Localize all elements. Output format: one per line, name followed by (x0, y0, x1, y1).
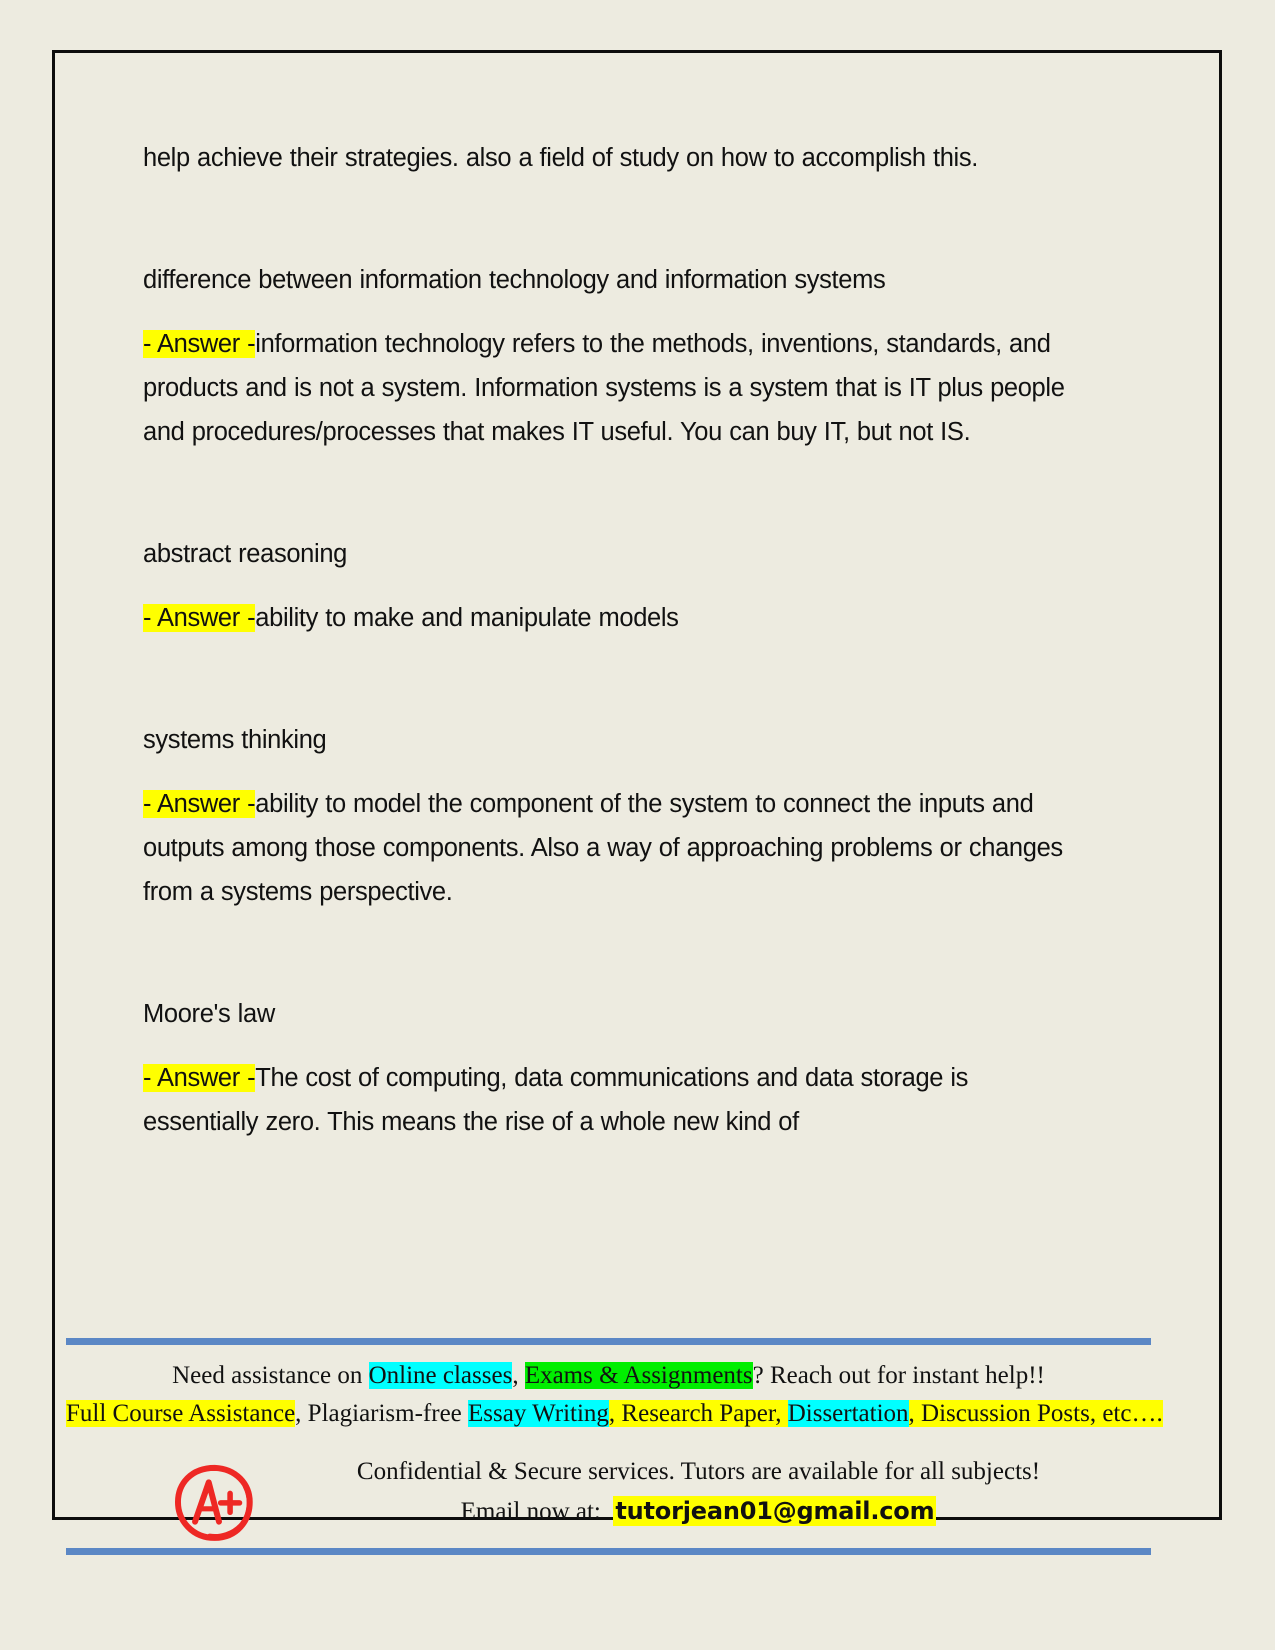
footer-contact-block (66, 1453, 1151, 1558)
promo-research-paper: , Research Paper, (608, 1400, 788, 1427)
paragraph-spacer (143, 640, 1068, 718)
answer-label-2: - Answer - (143, 604, 256, 632)
answer-paragraph-3 (143, 782, 1068, 914)
paragraph-spacer (143, 454, 1068, 532)
footer-divider-bottom (66, 1548, 1151, 1555)
footer-divider-top (66, 1338, 1151, 1345)
promo-line-1 (66, 1345, 1151, 1393)
promo-plagiarism-free: , Plagiarism-free (295, 1400, 469, 1427)
promo-line-2 (66, 1393, 1163, 1431)
answer-text-2: ability to make and manipulate models (255, 604, 679, 632)
footer-text-column (246, 1453, 1151, 1532)
answer-label-4: - Answer - (143, 1064, 256, 1092)
promo-dissertation: Dissertation (787, 1400, 909, 1427)
promo-discussion-posts: , Discussion Posts, etc…. (908, 1400, 1163, 1427)
a-plus-logo-icon (170, 1461, 256, 1543)
page-footer (66, 1338, 1163, 1558)
answer-label-3: - Answer - (143, 790, 256, 818)
promo-pre-text: Need assistance on (172, 1362, 369, 1389)
term-heading-4: Moore's law (143, 1000, 275, 1028)
paragraph-spacer (143, 914, 1068, 992)
promo-post-text: ? Reach out for instant help!! (752, 1362, 1045, 1389)
email-line (246, 1491, 1151, 1532)
promo-exams-assignments: Exams & Assignments (524, 1362, 753, 1389)
answer-paragraph-2 (143, 596, 1068, 640)
email-address[interactable]: tutorjean01@gmail.com (615, 1497, 935, 1525)
promo-online-classes: Online classes (368, 1362, 513, 1389)
term-heading-1: difference between information technology and information systems (143, 266, 886, 294)
document-content (143, 136, 1068, 1144)
promo-separator: , (512, 1362, 525, 1389)
answer-text-4: The cost of computing, data communications and data storage is essentially zero. This means the rise of a whole new kind of (143, 1064, 969, 1136)
answer-text-3: ability to model the component of the system to connect the inputs and outputs among those components. Also a way of approaching problems or changes from a systems perspective. (143, 790, 1063, 906)
promo-essay-writing: Essay Writing (468, 1400, 609, 1427)
answer-paragraph-1 (143, 322, 1068, 454)
term-heading-3: systems thinking (143, 726, 327, 754)
continuation-paragraph: help achieve their strategies. also a field of study on how to accomplish this. (143, 144, 978, 172)
paragraph-spacer (143, 180, 1068, 258)
email-label: Email now at: (460, 1498, 601, 1525)
term-heading-2: abstract reasoning (143, 540, 347, 568)
answer-text-1: information technology refers to the methods, inventions, standards, and products and is not a system. Information systems is a system that is IT plus people and procedures/processes that makes IT useful. You can buy IT, but not IS. (143, 330, 1065, 446)
answer-label-1: - Answer - (143, 330, 256, 358)
answer-paragraph-4 (143, 1056, 1068, 1144)
promo-full-course-assistance: Full Course Assistance (66, 1400, 296, 1427)
confidential-line: Confidential & Secure services. Tutors are available for all subjects! (356, 1458, 1041, 1485)
promo-block (66, 1345, 1163, 1431)
